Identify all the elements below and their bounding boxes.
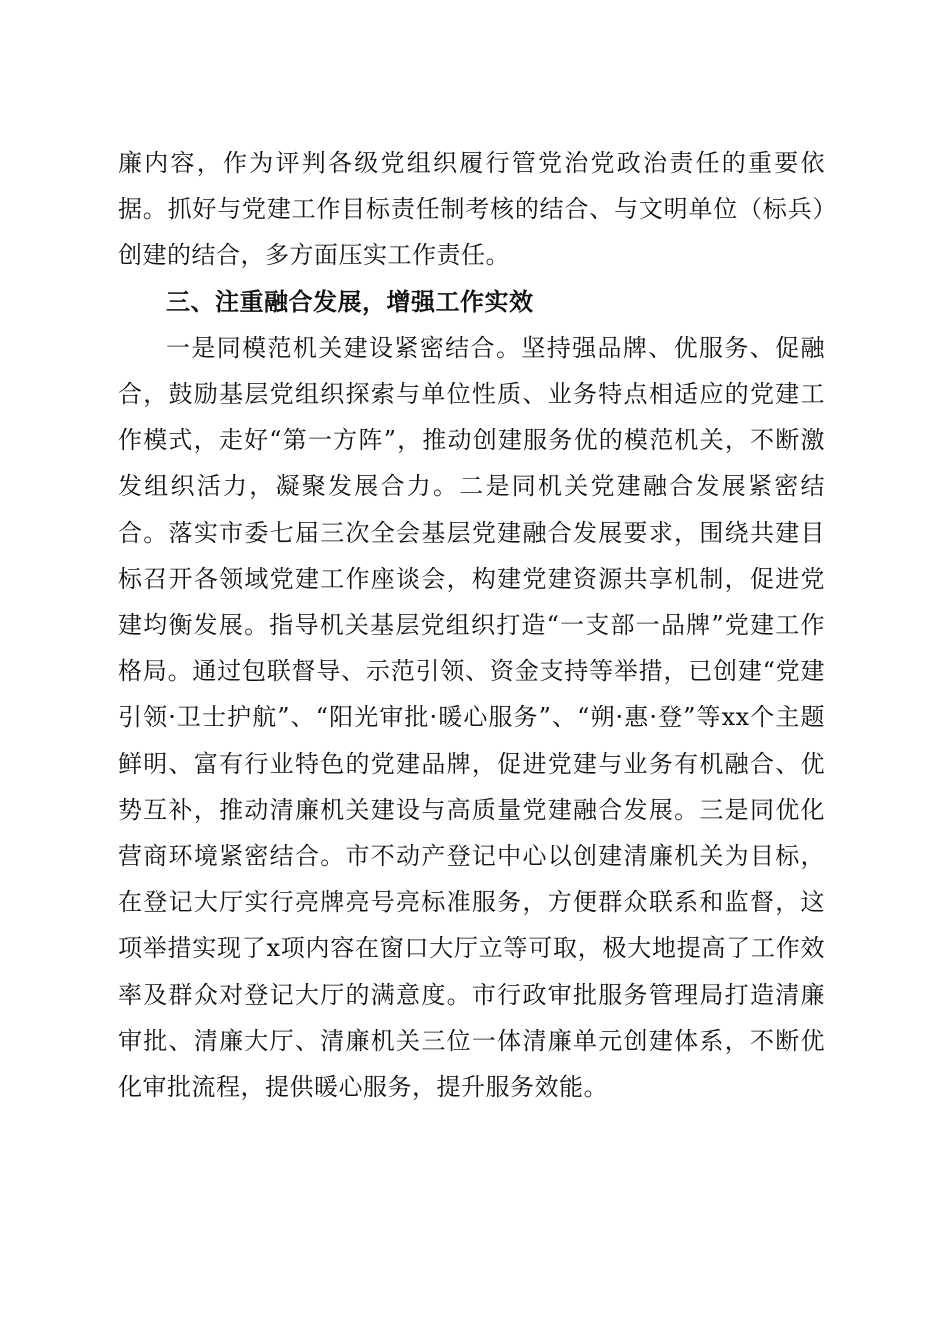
section-heading: 三、注重融合发展，增强工作实效 xyxy=(166,287,534,316)
document-body xyxy=(118,140,825,1110)
paragraph-body: 一是同模范机关建设紧密结合。坚持强品牌、优服务、促融合，鼓励基层党组织探索与单位性质、业务特点相适应的党建工作模式，走好“第一方阵”，推动创建服务优的模范机关，不断激发组织活力，凝聚发展合力。二是同机关党建融合发展紧密结合。落实市委七届三次全会基层党建融合发展要求，围绕共建目标召开各领域党建工作座谈会，构建党建资源共享机制，促进党建均衡发展。指导机关基层党组织打造“一支部一品牌”党建工作格局。通过包联督导、示范引领、资金支持等举措，已创建“党建引领·卫士护航”、“阳光审批·暖心服务”、“朔·惠·登”等xx个主题鲜明、富有行业特色的党建品牌，促进党建与业务有机融合、优势互补，推动清廉机关建设与高质量党建融合发展。三是同优化营商环境紧密结合。市不动产登记中心以创建清廉机关为目标，在登记大厅实行亮牌亮号亮标准服务，方便群众联系和监督，这项举措实现了x项内容在窗口大厅立等可取，极大地提高了工作效率及群众对登记大厅的满意度。市行政审批服务管理局打造清廉审批、清廉大厅、清廉机关三位一体清廉单元创建体系，不断优化审批流程，提供暖心服务，提升服务效能。 xyxy=(118,333,825,1102)
paragraph-continuation: 廉内容，作为评判各级党组织履行管党治党政治责任的重要依据。抓好与党建工作目标责任制考核的结合、与文明单位（标兵）创建的结合，多方面压实工作责任。 xyxy=(118,149,825,270)
